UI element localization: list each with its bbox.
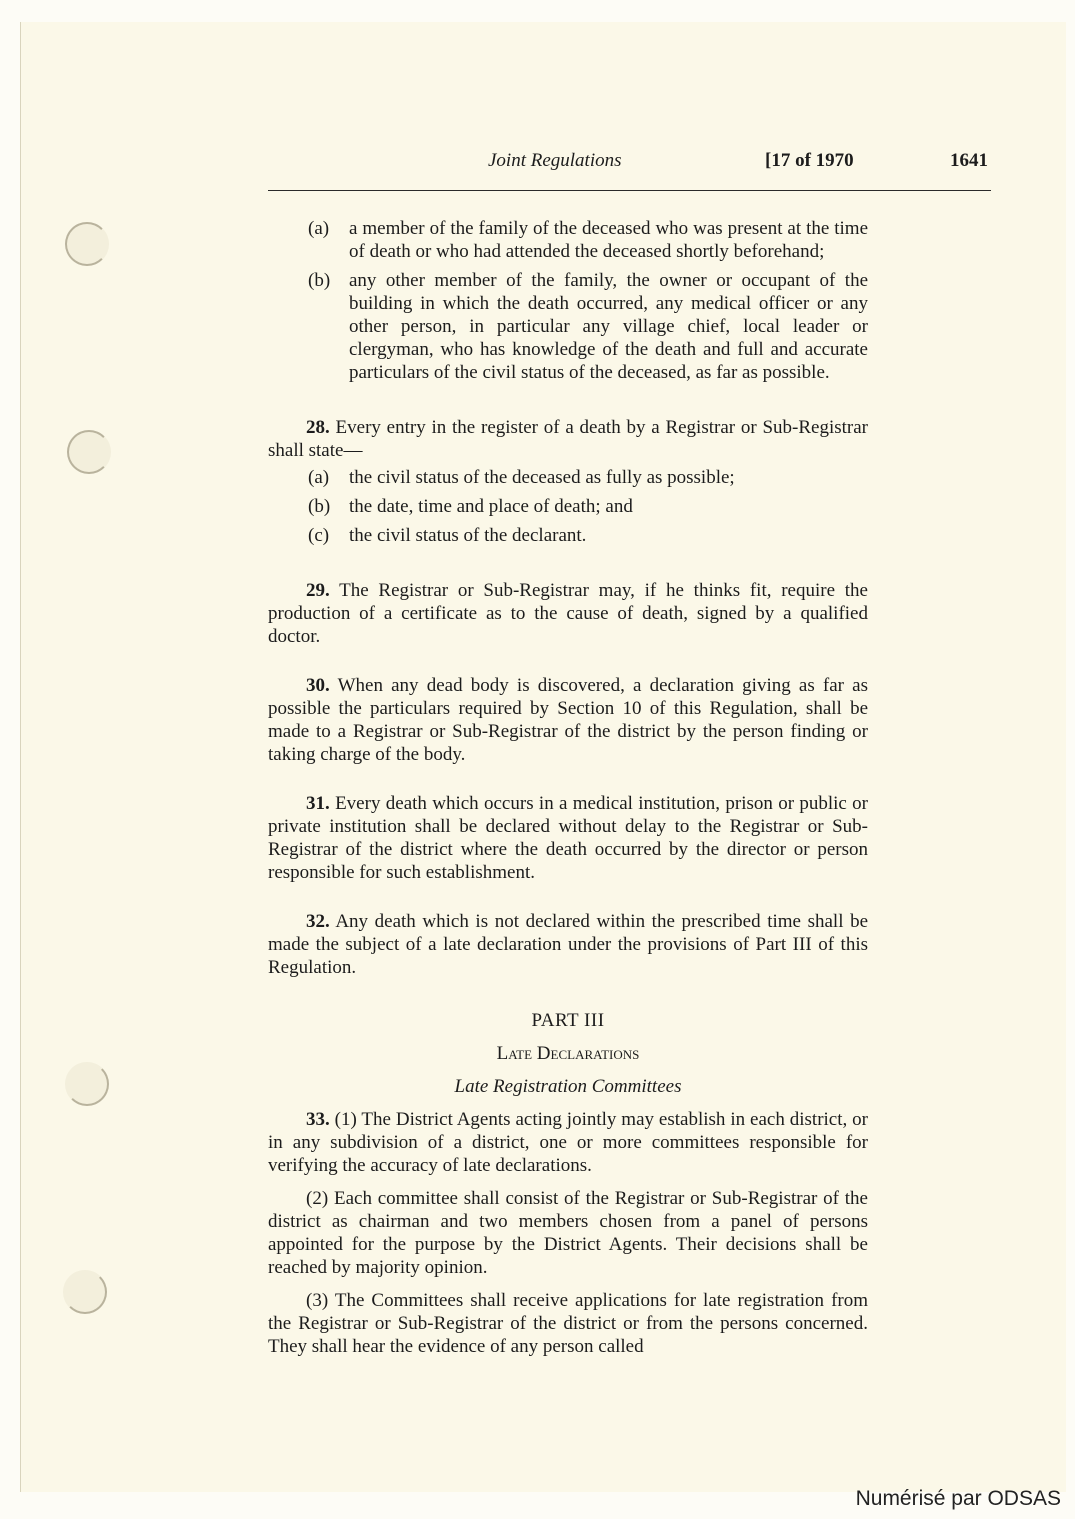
section-text: The District Agents acting jointly may establish in each district, or in any subdivision of a district, one or more committees responsible for verifying the accuracy of late declarations. — [268, 1109, 868, 1176]
item-text: a member of the family of the deceased who was present at the time of death or who had attended the deceased shortly beforehand; — [349, 218, 868, 262]
punch-hole — [63, 1270, 107, 1314]
header-title: Joint Regulations — [488, 150, 622, 171]
part-heading: PART III — [531, 1010, 605, 1031]
section-32 — [268, 910, 868, 979]
item-label: (b) — [308, 496, 331, 517]
section-28 — [268, 416, 868, 462]
section-text: The Registrar or Sub-Registrar may, if he thinks fit, require the production of a certificate as to the cause of death, signed by a qualified doctor. — [268, 580, 868, 647]
section-number: 28. — [306, 417, 330, 438]
section-text: Every entry in the register of a death by a Registrar or Sub-Registrar shall state— — [268, 417, 869, 461]
section-31 — [268, 792, 868, 884]
list-item — [268, 466, 868, 489]
punch-hole — [67, 430, 111, 474]
part-subtitle: Late Registration Committees — [454, 1076, 682, 1097]
section-33-3: (3) The Committees shall receive applications for late registration from the Registrar or Sub-Registrar of the district or from the persons concerned. They shall hear the evidence of any person called — [268, 1290, 868, 1357]
header-act: [17 of 1970 — [765, 150, 854, 171]
section-number: 33. — [306, 1109, 330, 1130]
section-number: 32. — [306, 911, 330, 932]
section-33-2: (2) Each committee shall consist of the Registrar or Sub-Registrar of the district as chairman and two members chosen from a panel of persons appointed for the purpose by the District Agents. Their decisions shall be reached by majority opinion. — [268, 1188, 868, 1278]
section-number: 31. — [306, 793, 330, 814]
section-number: 30. — [306, 675, 330, 696]
list-item — [268, 269, 868, 384]
section-text: Any death which is not declared within the prescribed time shall be made the subject of a late declaration under the provisions of Part III of this Regulation. — [268, 911, 869, 978]
item-text: the date, time and place of death; and — [349, 496, 633, 517]
punch-hole — [65, 1062, 109, 1106]
digitization-watermark: Numérisé par ODSAS — [855, 1487, 1061, 1510]
item-label: (c) — [308, 525, 330, 546]
punch-hole — [65, 222, 109, 266]
list-item — [268, 524, 868, 547]
list-item — [268, 217, 868, 263]
item-label: (b) — [308, 270, 331, 291]
item-text: the civil status of the deceased as fully as possible; — [349, 467, 735, 488]
document-body — [268, 217, 868, 1358]
section-30 — [268, 674, 868, 766]
list-item — [268, 495, 868, 518]
section-number: 29. — [306, 580, 330, 601]
part-title: Late Declarations — [496, 1043, 640, 1064]
running-header — [270, 150, 992, 180]
item-label: (a) — [308, 218, 330, 239]
section-text: When any dead body is discovered, a declaration giving as far as possible the particulars required by Section 10 of this Regulation, shall be made to a Registrar or Sub-Registrar of the district by the person finding or taking charge of the body. — [268, 675, 868, 765]
item-text: any other member of the family, the owner or occupant of the building in which the death occurred, any medical officer or any other person, in particular any village chief, local leader or clergyman, who has knowledge of the death and full and accurate particulars of the civil status of the deceased, as far as possible. — [349, 270, 868, 383]
item-label: (a) — [308, 467, 330, 488]
header-rule — [268, 190, 991, 191]
item-text: the civil status of the declarant. — [349, 525, 587, 546]
section-33-1 — [268, 1108, 868, 1177]
subsection-label: (1) — [334, 1109, 357, 1130]
section-text: Every death which occurs in a medical institution, prison or public or private institution shall be declared without delay to the Registrar or Sub-Registrar of the district where the death occurred by the director or person responsible for such establishment. — [268, 793, 869, 883]
section-29 — [268, 579, 868, 648]
page-number: 1641 — [950, 150, 988, 171]
